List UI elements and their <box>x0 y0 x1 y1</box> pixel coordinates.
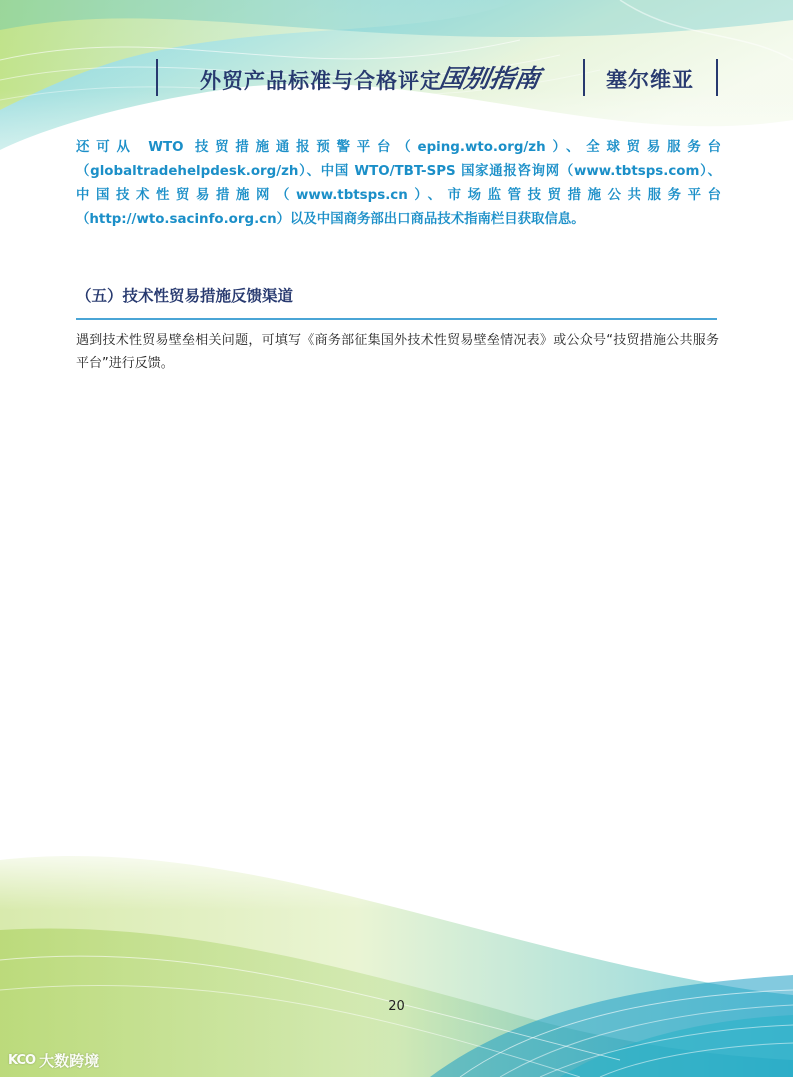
page-number: 20 <box>388 999 405 1014</box>
intro-paragraph: 还可从 WTO 技贸措施通报预警平台（eping.wto.org/zh）、全球贸易服务台（globaltradehelpdesk.org/zh）、中国 WTO/TBT-SPS 国家通报咨询网（www.tbtsps.com）、中国技术性贸易措施网（www.tbtsps.cn）、市场监管技贸措施公共服务平台（http://wto.sacinfo.org.cn）以及中国商务部出口商品技术指南栏目获取信息。 <box>76 140 721 227</box>
header-divider-left <box>156 59 158 96</box>
watermark-text: 大数跨境 <box>39 1051 100 1070</box>
country-name: 塞尔维亚 <box>606 68 694 92</box>
header-divider-middle <box>583 59 585 96</box>
document-title-script: 国别指南 <box>437 64 543 93</box>
page-header <box>0 55 793 105</box>
watermark <box>8 1049 99 1071</box>
section-divider <box>76 318 717 320</box>
section-body: 遇到技术性贸易壁垒相关问题，可填写《商务部征集国外技术性贸易壁垒情况表》或公众号“技贸措施公共服务平台”进行反馈。 <box>76 333 719 371</box>
header-divider-right <box>716 59 718 96</box>
document-title: 外贸产品标准与合格评定 <box>200 69 442 93</box>
watermark-logo: KCO <box>8 1052 36 1068</box>
section-heading: （五）技术性贸易措施反馈渠道 <box>76 287 294 305</box>
